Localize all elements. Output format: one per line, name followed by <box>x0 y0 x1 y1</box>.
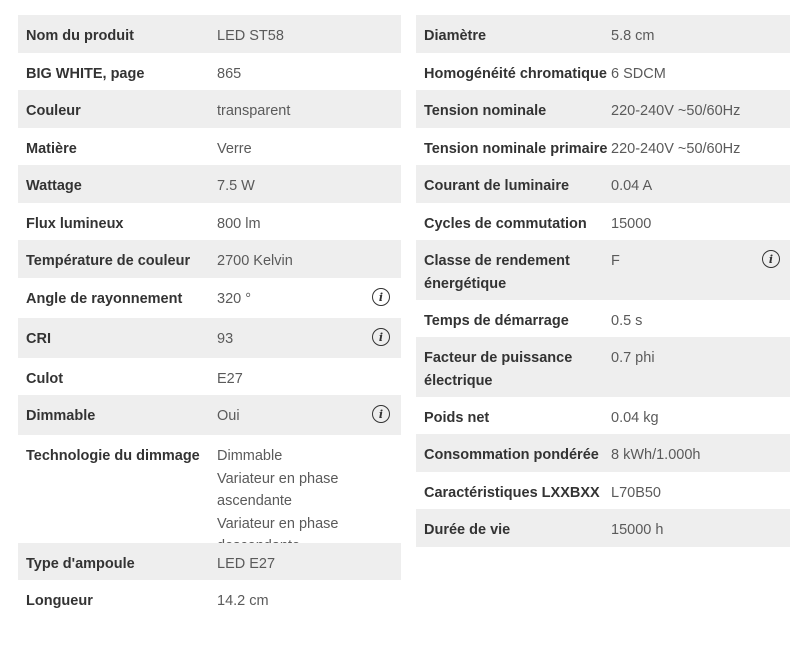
spec-row-courant-de-luminaire <box>416 165 790 203</box>
spec-value-line: 93 <box>217 331 234 347</box>
spec-row-consommation-ponderee <box>416 434 790 472</box>
spec-label: Tension nominale <box>424 103 547 119</box>
spec-value-line: 8 kWh/1.000h <box>611 447 701 463</box>
info-icon[interactable]: i <box>762 250 780 268</box>
spec-row-technologie-du-dimmage <box>18 435 401 543</box>
spec-label: Classe de rendement énergétique <box>424 253 570 292</box>
info-icon[interactable]: i <box>372 288 390 306</box>
spec-value-line: Variateur en phase <box>217 470 339 487</box>
spec-value-line: 320 ° <box>217 291 252 307</box>
spec-value-line: Verre <box>217 141 252 157</box>
spec-label: Matière <box>26 141 77 157</box>
spec-value <box>217 250 367 273</box>
spec-row-flux-lumineux <box>18 203 401 240</box>
spec-value <box>217 553 367 576</box>
spec-value <box>611 519 761 542</box>
spec-value-line: 220-240V ~50/60Hz <box>611 103 741 119</box>
spec-row-duree-de-vie <box>416 509 790 547</box>
spec-row-tension-nominale-primaire <box>416 128 790 165</box>
spec-row-homogeneite-chromatique <box>416 53 790 90</box>
spec-row-big-white-page <box>18 53 401 90</box>
spec-value <box>217 368 367 391</box>
spec-row-classe-de-rendement-energetique <box>416 240 790 300</box>
spec-label: Dimmable <box>26 408 96 424</box>
spec-value-line: 0.04 A <box>611 178 653 194</box>
spec-label: Température de couleur <box>26 253 191 269</box>
spec-label: Cycles de commutation <box>424 216 587 232</box>
spec-value-line: 15000 <box>611 216 652 232</box>
spec-value-line: 7.5 W <box>217 178 255 194</box>
spec-value-line: 5.8 cm <box>611 28 655 44</box>
spec-value-line: 800 lm <box>217 216 261 232</box>
spec-label: Temps de démarrage <box>424 313 569 329</box>
spec-label: Facteur de puissance électrique <box>424 350 573 389</box>
spec-table-left <box>18 15 401 618</box>
spec-value-line: 0.7 phi <box>611 350 655 366</box>
spec-label: Technologie du dimmage <box>26 448 200 464</box>
spec-label: Tension nominale primaire <box>424 141 608 157</box>
spec-label: Courant de luminaire <box>424 178 570 194</box>
spec-value <box>611 407 761 430</box>
spec-label: CRI <box>26 331 51 347</box>
spec-label: Consommation pondérée <box>424 447 599 463</box>
spec-value-line: transparent <box>217 103 291 119</box>
spec-label: Couleur <box>26 103 81 119</box>
spec-value <box>611 310 761 333</box>
spec-label: Longueur <box>26 593 93 609</box>
spec-value <box>611 25 761 48</box>
spec-table-right <box>416 15 790 547</box>
spec-row-facteur-de-puissance-electrique <box>416 337 790 397</box>
spec-label: Culot <box>26 371 64 387</box>
spec-row-culot <box>18 358 401 395</box>
spec-value <box>217 100 367 123</box>
info-icon[interactable]: i <box>372 328 390 346</box>
spec-label: Nom du produit <box>26 28 134 44</box>
spec-row-matiere <box>18 128 401 165</box>
spec-value-line: 14.2 cm <box>217 593 269 609</box>
spec-row-couleur <box>18 90 401 128</box>
spec-value <box>611 175 761 198</box>
spec-value-line: L70B50 <box>611 485 661 501</box>
spec-row-cri <box>18 318 401 358</box>
spec-label: Caractéristiques LXXBXX <box>424 485 600 501</box>
spec-value <box>217 288 367 311</box>
spec-value <box>611 138 761 161</box>
spec-value <box>217 213 367 236</box>
spec-label: Diamètre <box>424 28 487 44</box>
spec-label: Type d'ampoule <box>26 556 135 572</box>
spec-value-line: 0.5 s <box>611 313 643 329</box>
spec-row-tension-nominale <box>416 90 790 128</box>
spec-row-temps-de-demarrage <box>416 300 790 337</box>
spec-label: Wattage <box>26 178 82 194</box>
spec-value <box>611 347 761 370</box>
spec-value-line: E27 <box>217 371 243 387</box>
spec-value-line: 220-240V ~50/60Hz <box>611 141 741 157</box>
spec-value <box>217 25 367 48</box>
spec-row-caracteristiques-lxxbxx <box>416 472 790 509</box>
spec-value-line: 15000 h <box>611 522 664 538</box>
info-icon[interactable]: i <box>372 405 390 423</box>
spec-value-line: 865 <box>217 66 242 82</box>
spec-value-line: LED E27 <box>217 556 276 572</box>
spec-row-poids-net <box>416 397 790 434</box>
spec-label: Angle de rayonnement <box>26 291 183 307</box>
spec-label: Flux lumineux <box>26 216 124 232</box>
spec-value <box>217 138 367 161</box>
spec-label: Durée de vie <box>424 522 511 538</box>
spec-value-line: ascendante <box>217 493 292 509</box>
spec-label: Poids net <box>424 410 490 426</box>
spec-value <box>611 63 761 86</box>
spec-value <box>217 405 367 428</box>
spec-value <box>611 213 761 236</box>
spec-value <box>217 328 367 351</box>
spec-value-line: Variateur en phase <box>217 515 339 532</box>
spec-label: Homogénéité chromatique <box>424 66 607 82</box>
spec-value-line: Oui <box>217 408 240 424</box>
spec-row-temperature-de-couleur <box>18 240 401 278</box>
spec-label: BIG WHITE, page <box>26 66 145 82</box>
spec-value <box>611 444 761 467</box>
spec-value-line: 2700 Kelvin <box>217 253 293 269</box>
spec-row-type-d-ampoule <box>18 543 401 580</box>
spec-row-dimmable <box>18 395 401 435</box>
spec-row-cycles-de-commutation <box>416 203 790 240</box>
spec-value <box>611 100 761 123</box>
spec-value-line: Dimmable <box>217 448 283 464</box>
spec-row-angle-de-rayonnement <box>18 278 401 318</box>
spec-row-longueur <box>18 580 401 618</box>
spec-value-line: 0.04 kg <box>611 410 659 426</box>
spec-row-wattage <box>18 165 401 203</box>
spec-value-line: 6 SDCM <box>611 66 666 82</box>
spec-row-diametre <box>416 15 790 53</box>
spec-value <box>217 445 367 558</box>
spec-value <box>217 590 367 613</box>
spec-value <box>217 63 367 86</box>
spec-value-line: LED ST58 <box>217 28 284 44</box>
spec-value-line: F <box>611 253 620 269</box>
spec-value <box>217 175 367 198</box>
spec-value <box>611 250 761 273</box>
spec-value <box>611 482 761 505</box>
spec-row-nom-du-produit <box>18 15 401 53</box>
